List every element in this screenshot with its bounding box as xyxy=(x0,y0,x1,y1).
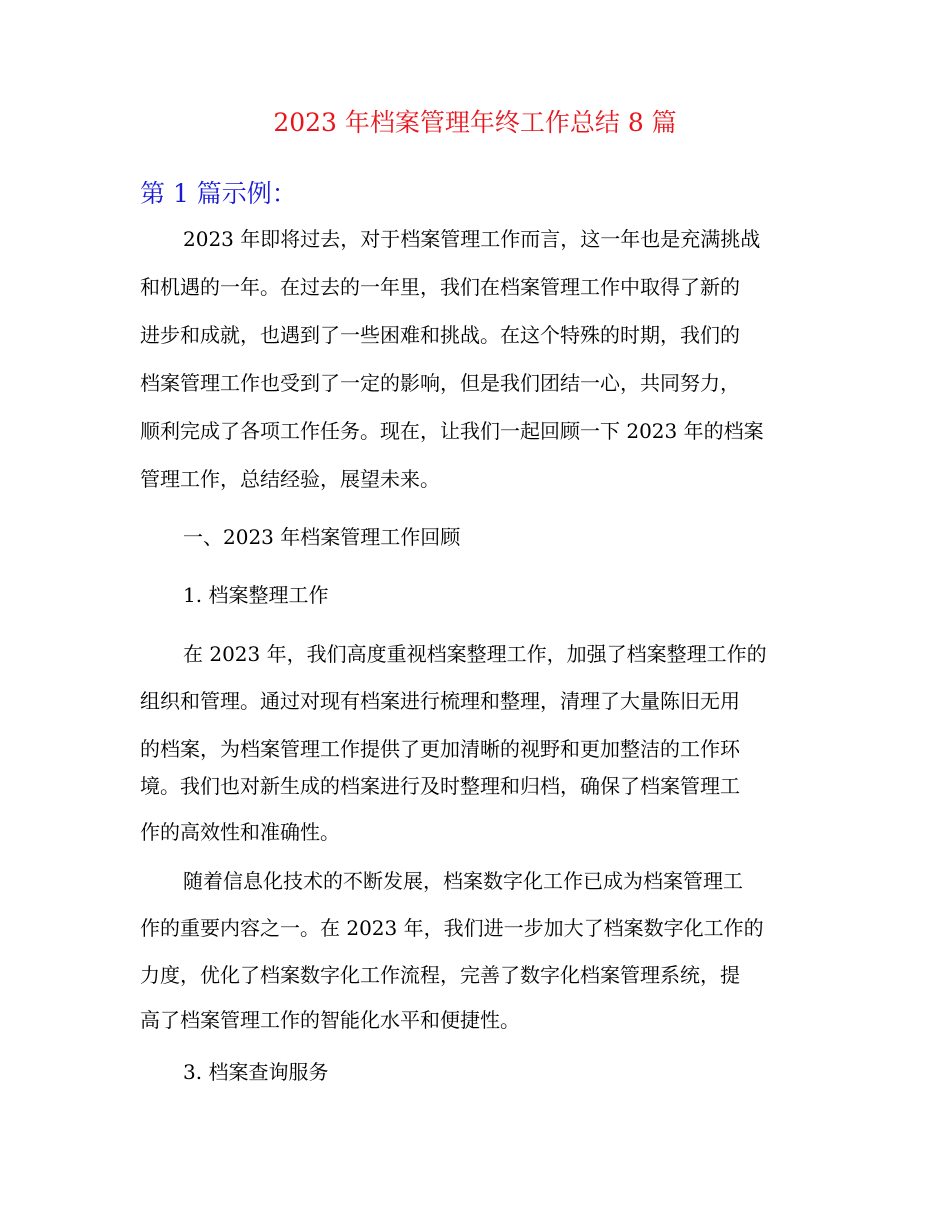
paragraph-line: 档案管理工作也受到了一定的影响，但是我们团结一心，共同努力， xyxy=(140,371,740,395)
paragraph-line: 力度，优化了档案数字化工作流程，完善了数字化档案管理系统，提 xyxy=(140,963,740,987)
paragraph-line: 作的高效性和准确性。 xyxy=(140,820,340,844)
paragraph-line: 随着信息化技术的不断发展，档案数字化工作已成为档案管理工 xyxy=(183,869,743,893)
paragraph-line: 管理工作，总结经验，展望未来。 xyxy=(140,467,440,491)
paragraph-line: 的档案，为档案管理工作提供了更加清晰的视野和更加整洁的工作环 xyxy=(140,737,740,761)
paragraph-line: 顺利完成了各项工作任务。现在，让我们一起回顾一下 2023 年的档案 xyxy=(140,419,764,443)
document-title: 2023 年档案管理年终工作总结 8 篇 xyxy=(273,108,677,137)
section-heading: 一、2023 年档案管理工作回顾 xyxy=(183,525,461,549)
paragraph-line: 2023 年即将过去，对于档案管理工作而言，这一年也是充满挑战 xyxy=(183,227,761,251)
paragraph-line: 境。我们也对新生成的档案进行及时整理和归档，确保了档案管理工 xyxy=(140,774,740,798)
paragraph-line: 作的重要内容之一。在 2023 年，我们进一步加大了档案数字化工作的 xyxy=(140,916,764,940)
subheading: 1. 档案整理工作 xyxy=(183,583,329,607)
example-heading: 第 1 篇示例： xyxy=(140,179,297,208)
paragraph-line: 高了档案管理工作的智能化水平和便捷性。 xyxy=(140,1008,520,1032)
paragraph-line: 组织和管理。通过对现有档案进行梳理和整理，清理了大量陈旧无用 xyxy=(140,689,740,713)
subheading: 3. 档案查询服务 xyxy=(183,1060,329,1084)
paragraph-line: 和机遇的一年。在过去的一年里，我们在档案管理工作中取得了新的 xyxy=(140,275,740,299)
paragraph-line: 进步和成就，也遇到了一些困难和挑战。在这个特殊的时期，我们的 xyxy=(140,323,740,347)
paragraph-line: 在 2023 年，我们高度重视档案整理工作，加强了档案整理工作的 xyxy=(183,642,767,666)
